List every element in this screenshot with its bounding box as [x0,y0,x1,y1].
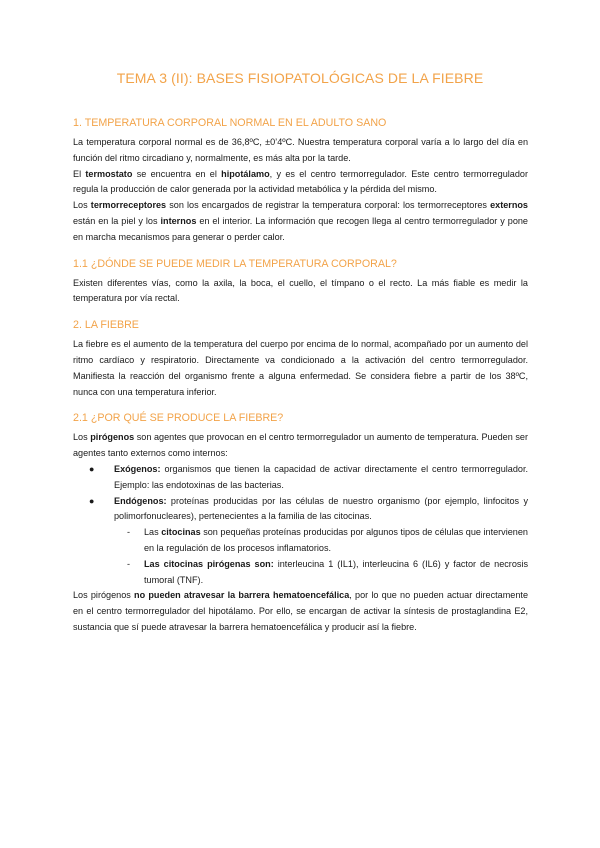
text-run: proteínas producidas por las células de nuestro organismo (por ejemplo, linfocitos y polimorfonucleares), pertenecientes a la familia de las citocinas. [114,495,528,522]
section-2-heading: 2. LA FIEBRE [73,319,139,332]
section-1-paragraph-2 [73,167,528,199]
document-body [73,116,528,636]
section-2-1-paragraph-1 [73,430,528,462]
bold-term: pirógenos [90,432,135,443]
section-1-heading: 1. TEMPERATURA CORPORAL NORMAL EN EL ADULTO SANO [73,117,387,129]
bullet-icon: ● [89,463,95,474]
bold-term: externos [490,200,528,211]
pyrogen-type-list [73,462,528,588]
text-run: , y es el centro termorregulador. Este centro termorregulador regula la producción de calor generada por la actividad metabólica y la pérdida del mismo. [73,168,528,195]
text-run: son agentes que provocan en el centro termorregulador un aumento de temperatura. Pueden ser agentes tanto externos como internos: [73,432,528,459]
text-run: se encuentra en el [132,168,222,179]
list-item-exogenos [73,462,528,494]
dash-icon: - [127,527,131,538]
bold-term: termostato [85,168,133,179]
text-run: , por lo que no pueden actuar directamente en el centro termorregulador del hipotálamo. Por ello, se encargan de activar la síntesis de prostaglandina E2, sustancia que sí puede atravesar la barrera hematoencefálica y producir así la fiebre. [73,590,529,632]
text-run: organismos que tienen la capacidad de activar directamente el centro termorregulador. Ejemplo: las endotoxinas de las bacterias. [114,463,528,490]
text-run: en el interior. La información que recogen llega al centro termorregulador y pone en marcha mecanismos para generar o perder calor. [73,215,528,242]
bold-term: citocinas [161,527,201,538]
cytokine-sublist [114,525,528,588]
sublist-item-citocinas [114,525,528,557]
text-run: Los [73,200,91,211]
section-1-1-heading: 1.1 ¿DÓNDE SE PUEDE MEDIR LA TEMPERATURA CORPORAL? [73,257,397,270]
section-2-1-paragraph-2 [73,588,528,635]
dash-icon: - [127,558,131,569]
section-1-1-paragraph-1: Existen diferentes vías, como la axila, la boca, el cuello, el tímpano o el recto. La más fiable es medir la temperatura por vía rectal. [73,277,528,304]
section-1-paragraph-1: La temperatura corporal normal es de 36,8ºC, ±0’4ºC. Nuestra temperatura corporal varía a lo largo del día en función del ritmo circadiano y, normalmente, es más alta por la tarde. [73,137,528,163]
bold-term: internos [160,215,197,226]
list-item-endogenos [73,494,528,589]
bold-term: Las citocinas pirógenas son: [144,558,274,569]
bold-term: termorreceptores [90,200,167,211]
section-1-paragraph-3 [73,198,528,245]
section-2-1-heading: 2.1 ¿POR QUÉ SE PRODUCE LA FIEBRE? [73,412,284,425]
text-run: Los [73,432,91,443]
text-run: Los pirógenos [73,590,135,601]
text-run: son pequeñas proteínas producidas por algunos tipos de células que intervienen en la regulación de los procesos inflamatorios. [144,527,528,553]
text-run: son los encargados de registrar la temperatura corporal: los termorreceptores [166,200,491,211]
section-2-paragraph-1: La fiebre es el aumento de la temperatura del cuerpo por encima de lo normal, acompañado por un aumento del ritmo cardíaco y respiratorio. Directamente va condicionado a la activación del centro termorregulador. Manifiesta la reacción del organismo frente a alguna enfermedad. Se considera fiebre a partir de los 38ºC, nunca con una temperatura inferior. [73,339,528,397]
bullet-icon: ● [89,495,95,506]
text-run: están en la piel y los [73,215,161,226]
bold-term: hipotálamo [221,168,270,179]
bold-term: Exógenos: [114,463,161,474]
text-run: Las [144,527,162,538]
bold-term: Endógenos: [114,495,167,506]
bold-term: no pueden atravesar la barrera hematoencefálica [134,590,350,601]
document-title: TEMA 3 (II): BASES FISIOPATOLÓGICAS DE LA FIEBRE [116,70,484,86]
text-run: El [73,168,86,179]
sublist-item-citocinas-pirogenas [114,557,528,589]
text-run: interleucina 1 (IL1), interleucina 6 (IL6) y factor de necrosis tumoral (TNF). [144,558,528,585]
